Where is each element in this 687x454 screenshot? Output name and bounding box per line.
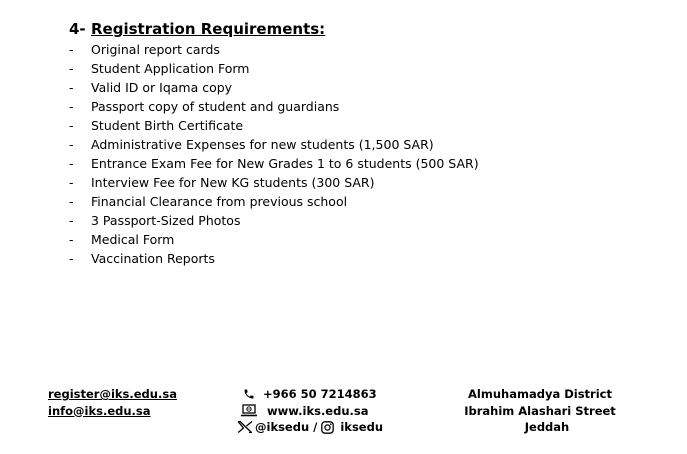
website-row [237,403,383,420]
list-item-text: 3 Passport-Sized Photos [91,213,241,228]
list-item [69,211,479,230]
list-item-text: Vaccination Reports [91,251,215,266]
list-item-text: Original report cards [91,42,220,57]
list-item [69,192,479,211]
list-item [69,97,479,116]
list-item [69,173,479,192]
list-item [69,116,479,135]
instagram-handle[interactable]: iksedu [340,420,384,434]
requirements-list [69,40,479,268]
phone-icon [243,388,255,400]
phone-row [237,386,383,403]
section-title: Registration Requirements: [91,20,326,38]
list-item-text: Medical Form [91,232,175,247]
list-bullet: - [69,61,74,76]
footer-emails [48,386,177,419]
list-item-text: Interview Fee for New KG students (300 SAR) [91,175,375,190]
address-line: Almuhamadya District [468,387,612,401]
list-bullet: - [69,232,74,247]
list-item [69,40,479,59]
instagram-icon [321,421,334,434]
list-bullet: - [69,137,74,152]
list-item-text: Financial Clearance from previous school [91,194,348,209]
list-bullet: - [69,194,74,209]
list-item-text: Student Application Form [91,61,250,76]
section-number: 4- [69,20,86,38]
list-bullet: - [69,99,74,114]
register-email-link[interactable]: register@iks.edu.sa [48,387,177,401]
website-link[interactable]: www.iks.edu.sa [267,403,369,418]
social-separator: / [313,420,318,434]
list-item [69,78,479,97]
phone-number: +966 50 7214863 [263,387,377,401]
footer-contact [237,386,383,436]
section-heading [69,18,479,40]
list-item [69,59,479,78]
list-bullet: - [69,156,74,171]
list-item-text: Entrance Exam Fee for New Grades 1 to 6 students (500 SAR) [91,156,479,171]
social-row [237,419,383,436]
list-bullet: - [69,175,74,190]
footer-address [460,386,620,436]
list-bullet: - [69,80,74,95]
info-email-link[interactable]: info@iks.edu.sa [48,403,151,418]
list-item [69,249,479,268]
list-bullet: - [69,118,74,133]
list-item [69,135,479,154]
address-line: Ibrahim Alashari Street [464,403,616,418]
list-bullet: - [69,251,74,266]
address-line: Jeddah [524,420,570,434]
list-bullet: - [69,213,74,228]
list-item-text: Passport copy of student and guardians [91,99,340,114]
list-bullet: - [69,42,74,57]
laptop-icon [240,404,258,417]
list-item-text: Administrative Expenses for new students (1,500 SAR) [91,137,434,152]
x-icon [237,421,253,433]
x-handle[interactable]: @iksedu [255,420,310,434]
list-item-text: Student Birth Certificate [91,118,244,133]
list-item [69,154,479,173]
list-item [69,230,479,249]
registration-section [69,18,479,268]
list-item-text: Valid ID or Iqama copy [91,80,233,95]
